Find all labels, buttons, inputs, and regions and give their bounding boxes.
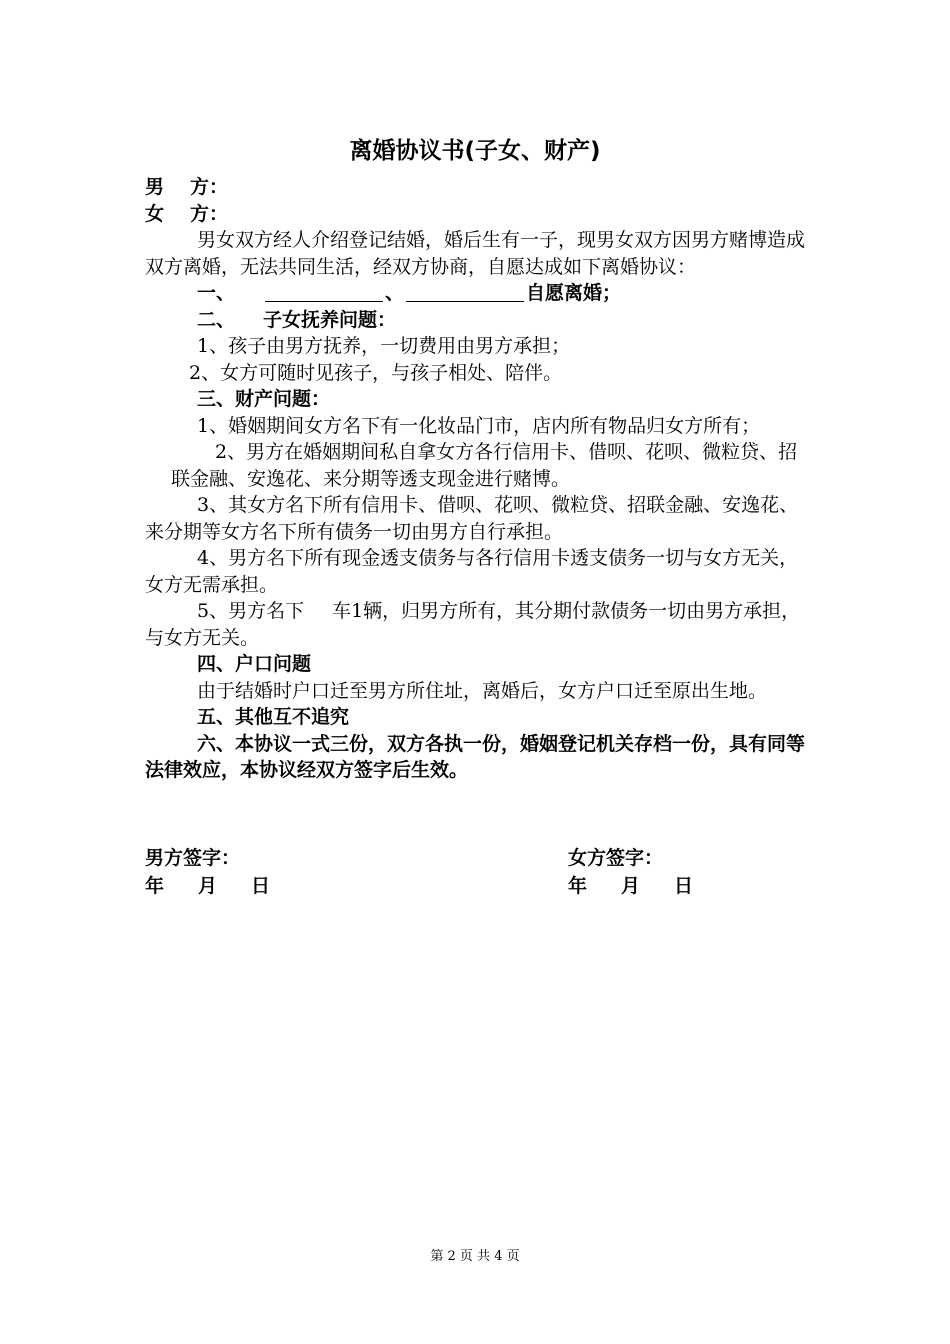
section-3-heading: 三、财产问题： xyxy=(197,388,331,410)
section-3-item-5 xyxy=(145,598,807,651)
date-day: 日 xyxy=(251,875,271,897)
male-signature-label: 男方签字： xyxy=(145,847,241,869)
male-party-label: 男 xyxy=(145,176,165,198)
intro-paragraph: 男女双方经人介绍登记结婚，婚后生有一子，现男女双方因男方赌博造成双方离婚，无法共同生活，经双方协商，自愿达成如下离婚协议： xyxy=(145,229,806,278)
document-title: 离婚协议书(子女、财产) xyxy=(349,138,601,164)
section-4-heading: 四、户口问题 xyxy=(197,653,312,675)
section-3-item-2: 2、男方在婚姻期间私自拿女方各行信用卡、借呗、花呗、微粒贷、招联金融、安逸花、来分期等透支现金进行赌博。 xyxy=(171,441,798,490)
section-1-separator: 、 xyxy=(385,282,405,304)
date-year: 年 xyxy=(568,875,588,897)
section-2-heading xyxy=(145,307,807,334)
female-party-label: 女 xyxy=(145,202,165,225)
female-signature-label: 女方签字： xyxy=(568,847,664,869)
section-2-title: 子女抚养问题： xyxy=(263,308,397,331)
document-body xyxy=(145,174,807,784)
section-2-item-2: 2、女方可随时见孩子，与孩子相处、陪伴。 xyxy=(189,361,563,384)
page-footer: 第 2 页 共 4 页 xyxy=(430,1249,520,1264)
section-1-number: 一、 xyxy=(197,282,236,304)
section-2-item-1: 1、孩子由男方抚养，一切费用由男方承担； xyxy=(197,335,571,357)
section-3-item-4: 4、男方名下所有现金透支债务与各行信用卡透支债务一切与女方无关，女方无需承担。 xyxy=(145,547,799,596)
section-2-number: 二、 xyxy=(197,308,236,331)
male-party-colon: 方： xyxy=(190,176,229,198)
date-month: 月 xyxy=(621,875,641,897)
section-3-item-3: 3、其女方名下所有信用卡、借呗、花呗、微粒贷、招联金融、安逸花、来分期等女方名下所有债务一切由男方自行承担。 xyxy=(145,494,799,543)
date-year: 年 xyxy=(145,875,165,897)
section-3-item-1: 1、婚姻期间女方名下有一化妆品门市，店内所有物品归女方所有； xyxy=(197,414,761,437)
section-3-item-5-end: 车1辆，归男方所有，其分期付款债务一切由男方承担，与女方无关。 xyxy=(145,600,801,649)
female-name-blank[interactable] xyxy=(406,281,524,302)
section-1-suffix: 自愿离婚； xyxy=(526,282,622,304)
section-6-text: 六、本协议一式三份，双方各执一份，婚姻登记机关存档一份，具有同等法律效应，本协议经双方签字后生效。 xyxy=(145,732,806,781)
date-month: 月 xyxy=(198,875,218,897)
female-signature-block xyxy=(568,844,693,900)
female-party-line xyxy=(145,201,807,228)
male-party-line xyxy=(145,174,807,201)
male-signature-date xyxy=(145,872,270,900)
male-signature-block xyxy=(145,844,270,900)
female-party-colon: 方： xyxy=(190,202,229,225)
male-name-blank[interactable] xyxy=(265,281,383,302)
section-4-text: 由于结婚时户口迁至男方所住址，离婚后，女方户口迁至原出生地。 xyxy=(197,679,768,702)
female-signature-date xyxy=(568,872,693,900)
section-3-item-5-start: 5、男方名下 xyxy=(197,600,305,622)
date-day: 日 xyxy=(674,875,694,897)
section-1-line xyxy=(145,280,807,307)
section-5-heading: 五、其他互不追究 xyxy=(197,706,350,728)
